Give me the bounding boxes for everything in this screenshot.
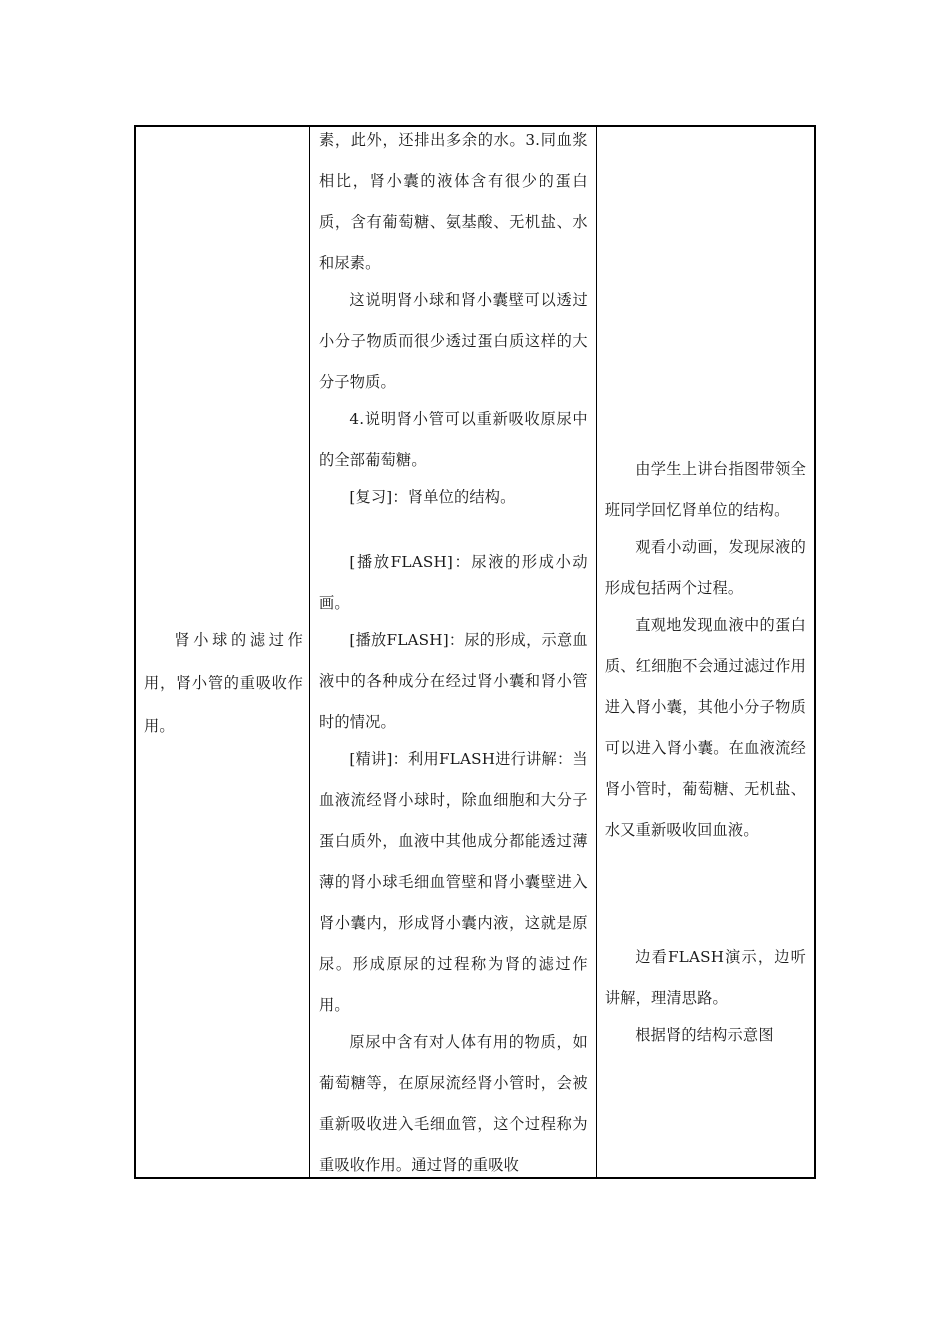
student-paragraph: 观看小动画，发现尿液的形成包括两个过程。 [604,538,806,597]
teacher-paragraph: 素，此外，还排出多余的水。3.同血浆相比，肾小囊的液体含有很少的蛋白质，含有葡萄糖、氨基酸、无机盐、水和尿素。 [319,131,588,272]
teacher-paragraph: 这说明肾小球和肾小囊壁可以透过小分子物质而很少透过蛋白质这样的大分子物质。 [319,291,588,391]
teacher-paragraph: [播放FLASH]：尿的形成，示意血液中的各种成分在经过肾小囊和肾小管时的情况。 [319,631,588,731]
topic-cell [135,126,310,1178]
topic-text-block [144,619,303,748]
teacher-paragraph: [复习]：肾单位的结构。 [349,488,516,506]
student-paragraph: 直观地发现血液中的蛋白质、红细胞不会通过滤过作用进入肾小囊，其他小分子物质可以进入肾小囊。在血液流经肾小管时，葡萄糖、无机盐、水又重新吸收回血液。 [604,616,806,839]
lesson-plan-table [134,125,816,1179]
student-paragraph: 根据肾的结构示意图 [635,1026,774,1044]
topic-text: 肾小球的滤过作用，肾小管的重吸收作用。 [144,631,303,735]
table-row [135,126,815,1178]
student-activity-block [605,449,806,1056]
student-paragraph: 由学生上讲台指图带领全班同学回忆肾单位的结构。 [604,460,806,519]
student-paragraph: 边看FLASH演示，边听讲解，理清思路。 [604,948,806,1007]
teacher-paragraph: [播放FLASH]：尿液的形成小动画。 [319,553,588,612]
teacher-paragraph: 4.说明肾小管可以重新吸收原尿中的全部葡萄糖。 [319,410,588,469]
teacher-paragraph: [精讲]：利用FLASH进行讲解：当血液流经肾小球时，除血细胞和大分子蛋白质外，血液中其他成分都能透过薄薄的肾小球毛细血管壁和肾小囊壁进入肾小囊内，形成肾小囊内液，这就是原尿。形成原尿的过程称为肾的滤过作用。 [319,750,588,1014]
teacher-activity-cell [310,126,597,1178]
student-activity-cell [596,126,815,1178]
teacher-activity-block [319,126,588,1178]
teacher-paragraph: 原尿中含有对人体有用的物质，如葡萄糖等，在原尿流经肾小管时，会被重新吸收进入毛细血管，这个过程称为重吸收作用。通过肾的重吸收 [319,1033,588,1174]
